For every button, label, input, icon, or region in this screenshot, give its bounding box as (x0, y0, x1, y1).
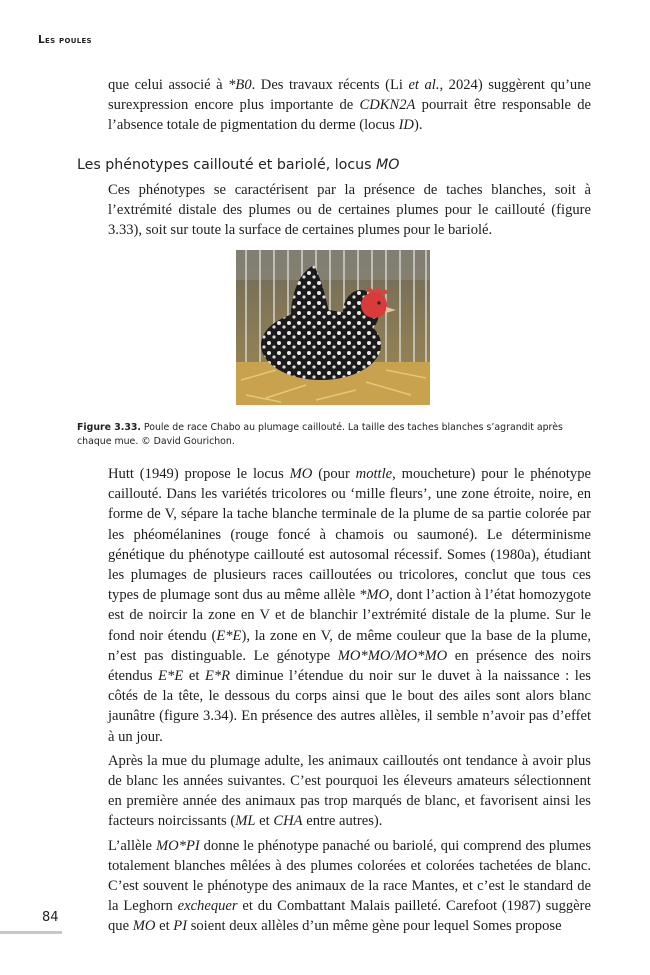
section-intro-paragraph: Ces phénotypes se caractérisent par la présence de taches blanches, soit à l’extrémité distale des plumes ou de certaines plumes pour le caillouté (figure 3.33), soit sur toute la surface de certaines plumes pour le bariolé. (108, 182, 591, 239)
paragraph-hutt: Hutt (1949) propose le locus MO (pour mottle, moucheture) pour le phénotype caillouté. Dans les variétés tricolores ou ‘mille fleurs’, une zone étroite, noire, en forme de V, sépare la tache blanche terminale de la plume de sa partie colorée par les phéomélanines (rouge foncé à chamois ou saumoné). Le déterminisme génétique du phénotype caillouté est autosomal récessif. Somes (1980a), étudiant les plumages de plusieurs races cailloutées ou tricolores, conclut que tous ces types de plumage sont dus au même allèle *MO, dont l’action à l’état homozygote est de noircir la zone en V et de blanchir l’extrémité distale de la plume. Sur le fond noir étendu (E*E), la zone en V, de même couleur que la base de la plume, n’est pas distinguable. Le génotype MO*MO/MO*MO en présence des noirs étendus E*E et E*R diminue l’étendue du noir sur le duvet à la naissance : les côtés de la tête, le dessous du corps ainsi que le bout des ailes sont alors blanc jaunâtre (figure 3.34). En présence des autres allèles, il semble n’avoir pas d’effet à un jour. (108, 466, 591, 745)
figure-photo-chabo-hen (236, 250, 430, 405)
figure-caption: Figure 3.33. Poule de race Chabo au plumage caillouté. La taille des taches blanches s’agrandit après chaque mue. © David Gourichon. (77, 422, 563, 447)
section-heading: Les phénotypes caillouté et bariolé, locus MO (77, 157, 400, 173)
paragraph-allele: L’allèle MO*PI donne le phénotype panaché ou bariolé, qui comprend des plumes totalement blanches mêlées à des plumes colorées et colorées tachetées de blanc. C’est souvent le phénotype des animaux de la race Mantes, et c’est le standard de la Leghorn exchequer et du Combattant Malais pailleté. Carefoot (1987) suggère que MO et PI soient deux allèles d’un même gène pour lequel Somes propose (108, 837, 591, 935)
page-number: 84 (42, 910, 59, 925)
paragraph-mue: Après la mue du plumage adulte, les animaux cailloutés ont tendance à avoir plus de blanc les années suivantes. C’est pourquoi les éleveurs amateurs sélectionnent en première année des animaux pas trop marqués de blanc, et favorisent ainsi les facteurs noircissants (ML et CHA entre autres). (108, 752, 591, 830)
body-paragraphs (108, 464, 591, 937)
footer-rule (0, 931, 62, 934)
top-paragraph: que celui associé à *B0. Des travaux récents (Li et al., 2024) suggèrent qu’une surexpression encore plus importante de CDKN2A pourrait être responsable de l’absence totale de pigmentation du derme (locus ID). (108, 77, 592, 134)
running-head: Les poules (38, 34, 92, 46)
